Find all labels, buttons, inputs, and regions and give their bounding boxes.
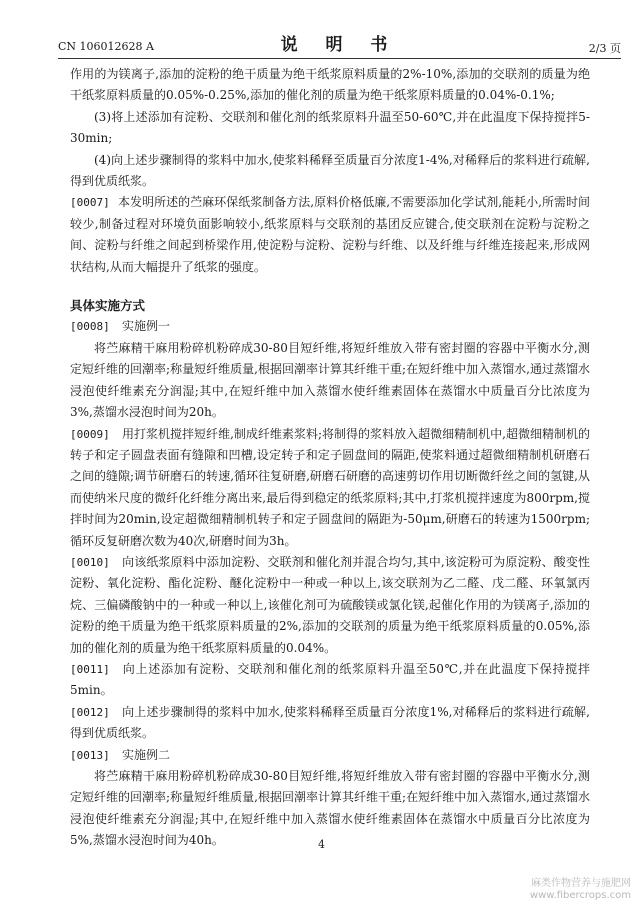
paragraph-step-3: (3)将上述添加有淀粉、交联剂和催化剂的纸浆原料升温至50-60℃,并在此温度下保持搅拌5-30min; (70, 109, 590, 146)
paragraph-tag: [0009] (70, 427, 110, 441)
paragraph-0009 (70, 424, 590, 552)
example-heading: 实施例一 (122, 319, 171, 334)
page-header (58, 30, 621, 56)
paragraph-text: 将苎麻精干麻用粉碎机粉碎成30-80目短纤维,将短纤维放入带有密封圈的容器中平衡水分,测定短纤维的回潮率;称量短纤维质量,根据回潮率计算其纤维干重;在短纤维中加入蒸馏水,通过蒸馏水浸泡使纤维素充分润湿;其中,在短纤维中加入蒸馏水使纤维素固体在蒸馏水中质量百分比浓度为5%,蒸馏水浸泡时间为40h。 (70, 769, 590, 848)
watermark-url: www.fibercrops.com (529, 890, 631, 901)
paragraph-text: 向上述步骤制得的浆料中加水,使浆料稀释至质量百分浓度1%,对稀释后的浆料进行疏解,得到优质纸浆。 (70, 704, 590, 741)
paragraph-text: 向上述添加有淀粉、交联剂和催化剂的纸浆原料升温至50℃,并在此温度下保持搅拌5min。 (70, 661, 590, 698)
paragraph-tag: [0010] (70, 555, 110, 569)
paragraph-tag: [0011] (70, 662, 110, 676)
example-heading: 实施例二 (122, 747, 171, 762)
header-divider (58, 58, 621, 59)
paragraph-tag: [0012] (70, 705, 110, 719)
paragraph-text: 向该纸浆原料中添加淀粉、交联剂和催化剂并混合均匀,其中,该淀粉可为原淀粉、酸变性淀粉、氧化淀粉、酯化淀粉、醚化淀粉中一种或一种以上,该交联剂为乙二醛、戊二醛、环氧氯丙烷、三偏磷酸钠中的一种或一种以上,该催化剂可为硫酸镁或氯化镁,起催化作用的为镁离子,添加的淀粉的绝干质量为绝干纸浆原料质量的2%,添加的交联剂的质量为绝干纸浆原料质量的0.05%,添加的催化剂的质量为绝干纸浆原料质量的0.04%。 (70, 554, 590, 655)
paragraph-text: 本发明所述的苎麻环保纸浆制备方法,原料价格低廉,不需要添加化学试剂,能耗小,所需时间较少,制备过程对环境负面影响较小,纸浆原料与交联剂的基团反应键合,使交联剂在淀粉与淀粉之间、淀粉与纤维之间起到桥梁作用,使淀粉与淀粉、淀粉与纤维、以及纤维与纤维连接起来,形成网状结构,从而大幅提升了纸浆的强度。 (70, 195, 590, 274)
section-heading: 具体实施方式 (70, 298, 146, 314)
paragraph-0011 (70, 659, 590, 702)
patent-number: CN 106012628 A (58, 40, 154, 53)
paragraph-step-4: (4)向上述步骤制得的浆料中加水,使浆料稀释至质量百分浓度1-4%,对稀释后的浆料进行疏解,得到优质纸浆。 (70, 152, 590, 189)
paragraph-0012 (70, 702, 590, 745)
paragraph-0008 (70, 316, 590, 423)
paragraph-tag: [0013] (70, 748, 110, 762)
paragraph-text: 将苎麻精干麻用粉碎机粉碎成30-80目短纤维,将短纤维放入带有密封圈的容器中平衡水分,测定短纤维的回潮率;称量短纤维质量,根据回潮率计算其纤维干重;在短纤维中加入蒸馏水,通过蒸馏水浸泡使纤维素充分润湿;其中,在短纤维中加入蒸馏水使纤维素固体在蒸馏水中质量百分比浓度为3%,蒸馏水浸泡时间为20h。 (70, 340, 590, 420)
page-number: 4 (318, 838, 325, 851)
watermark-site-name: 麻类作物营养与施肥网 (531, 878, 631, 889)
paragraph-text: 用打浆机搅拌短纤维,制成纤维素浆料;将制得的浆料放入超微细精制机中,超微细精制机的转子和定子圆盘表面有缝隙和凹槽,设定转子和定子圆盘间的隔距,使浆料通过超微细精制机研磨石之间的缝隙;调节研磨石的转速,循环往复研磨,研磨石研磨的高速剪切作用切断微纤丝之间的氢键,从而使纳米尺度的微纤化纤维分离出来,最后得到稳定的纸浆原料;其中,打浆机搅拌速度为800rpm,搅拌时间为20min,设定超微细精制机转子和定子圆盘间的隔距为-50μm,研磨石的转速为1500rpm;循环反复研磨次数为40次,研磨时间为3h。 (70, 426, 590, 548)
site-watermark (530, 878, 631, 902)
paragraph-tag: [0007] (70, 196, 110, 210)
document-body (70, 64, 590, 852)
paragraph-tag: [0008] (70, 320, 110, 334)
paragraph-0013 (70, 745, 590, 852)
page-indicator: 2/3 页 (588, 42, 621, 55)
paragraph-0010 (70, 552, 590, 659)
document-title: 说 明 书 (280, 35, 399, 55)
paragraph-continuation: 作用的为镁离子,添加的淀粉的绝干质量为绝干纸浆原料质量的2%-10%,添加的交联剂的质量为绝干纸浆原料质量的0.05%-0.25%,添加的催化剂的质量为绝干纸浆原料质量的0.04%-0.1%; (70, 67, 590, 103)
paragraph-0007 (70, 192, 590, 278)
